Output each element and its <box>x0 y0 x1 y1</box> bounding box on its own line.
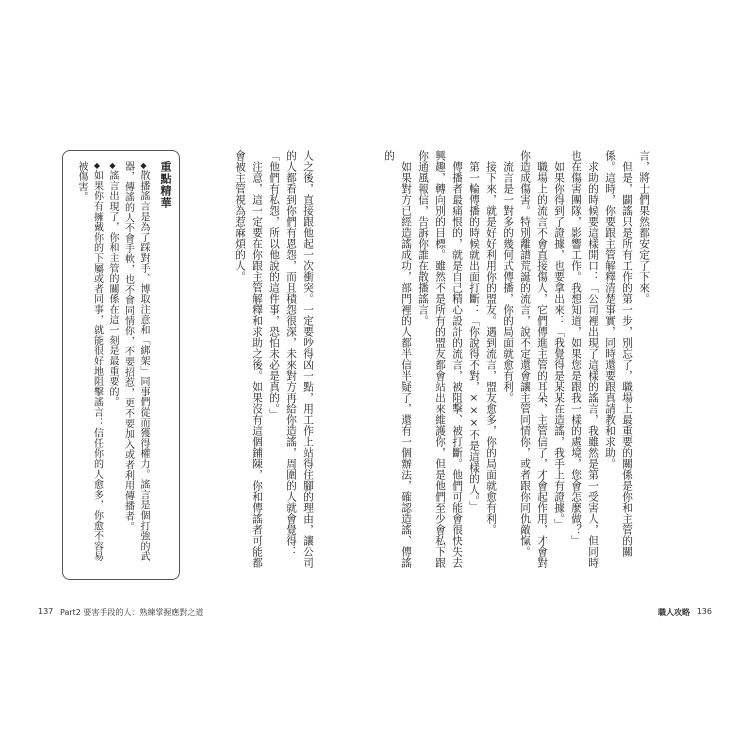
left-page-text <box>226 150 316 570</box>
paragraph: 如果你得到了證據，也要拿出來：「我覺得是某某在造謠，我手上有證據。」 <box>553 150 565 530</box>
paragraph: 但是，闢謠只是所有工作的第一步，別忘了，職場上最重要的關係是你和主管的關係。這時，你要跟主管解釋清楚事實，同時還要跟真請教和求助。 <box>604 150 633 557</box>
page-number-right: 136 <box>696 607 712 616</box>
diamond-bullet-icon: ◆ <box>139 161 148 171</box>
bullet-item <box>105 161 121 571</box>
paragraph: 人之後，直接跟他起一次衝突。一定要吵得凶一點，用工作上站得住腳的理由，讓公司的人都看到你們有恩怨，而且積怨很深，未來對方再給你造謠，周圍的人就會覺得：「他們有私怨，所以他說的這件事，恐怕未必是真的。」 <box>268 150 314 568</box>
paragraph: 求助的時候要這樣開口：「公司裡出現了這樣的謠言，我雖然是第一受害人，但同時也在傷害團隊，影響工作。我想知道，如果您是跟我一樣的處境，您會怎麼做？」 <box>570 150 599 568</box>
page-number-left: 137 <box>38 607 54 616</box>
paragraph: 流言是一對多的幾何式傳播，你的局面就愈有利。 <box>502 150 514 403</box>
paragraph: 傳播者最痛恨的，就是自己精心設計的流言，被阻擊、被打斷。他們可能會很快失去興趣，轉向別的目標。雖然不是所有的盟友都會站出來維護你，但是他們至少會私下跟你通風報信，告訴你誰在散播謠言。 <box>417 150 463 568</box>
running-header-right: 職人攻略 <box>658 608 690 617</box>
highlight-box <box>62 150 180 580</box>
paragraph: 注意，這一定要在你跟主管解釋和求助之後。如果沒有這個鋪陳，你和傳謠者可能都會被主管視為惹麻煩的人。 <box>234 150 263 568</box>
diamond-bullet-icon: ◆ <box>108 161 117 171</box>
diamond-bullet-icon: ◆ <box>92 161 102 171</box>
right-page-text <box>307 150 652 570</box>
paragraph: 接下來，就是好好利用你的盟友。遇到流言，盟友愈多，你的局面就愈有利。 <box>485 150 497 535</box>
paragraph: 第一輪傳播的時候就出面打斷：「你說得不對，×××不是這樣的人。」 <box>468 150 480 512</box>
highlight-box-body <box>69 161 151 571</box>
paragraph: 言，將士們果然都安定了下來。 <box>638 150 650 304</box>
bullet-text: 散播謠言是為了踩對手、博取注意和「綁架」同事們從而獲得權力。謠言是個打強的武器，傳謠的人不會手軟，也不會同情你，不要招惹，更不要加入或者利用傳播者。 <box>122 161 149 562</box>
paragraph: 如果對方已經造謠成功，部門裡的人都半信半疑了，還有一個辦法，確認造謠、傳謠的 <box>383 150 412 568</box>
paragraph: 職場上的流言不會直接傷人，它們傳進主管的耳朵，主管信了，才會起作用，才會對你造成傷害。特別離譜荒誕的流言，說不定還會讓主管同情你，或者跟你同仇敵愾。 <box>519 150 548 568</box>
running-header-left: Part2 要害手段的人：熟練掌握應對之道 <box>60 608 204 617</box>
bullet-item <box>120 161 151 571</box>
highlight-box-title: 重點精華 <box>159 161 172 209</box>
bullet-text: 謠言出現了，你和主管的關係在這一刻是最重要的。 <box>107 170 118 408</box>
bullet-item <box>74 161 105 571</box>
bullet-text: 如果你有擁戴你的下屬或者同事，就能很好地阻擊謠言：信任你的人愈多，你愈不容易被傷害。 <box>76 161 103 562</box>
